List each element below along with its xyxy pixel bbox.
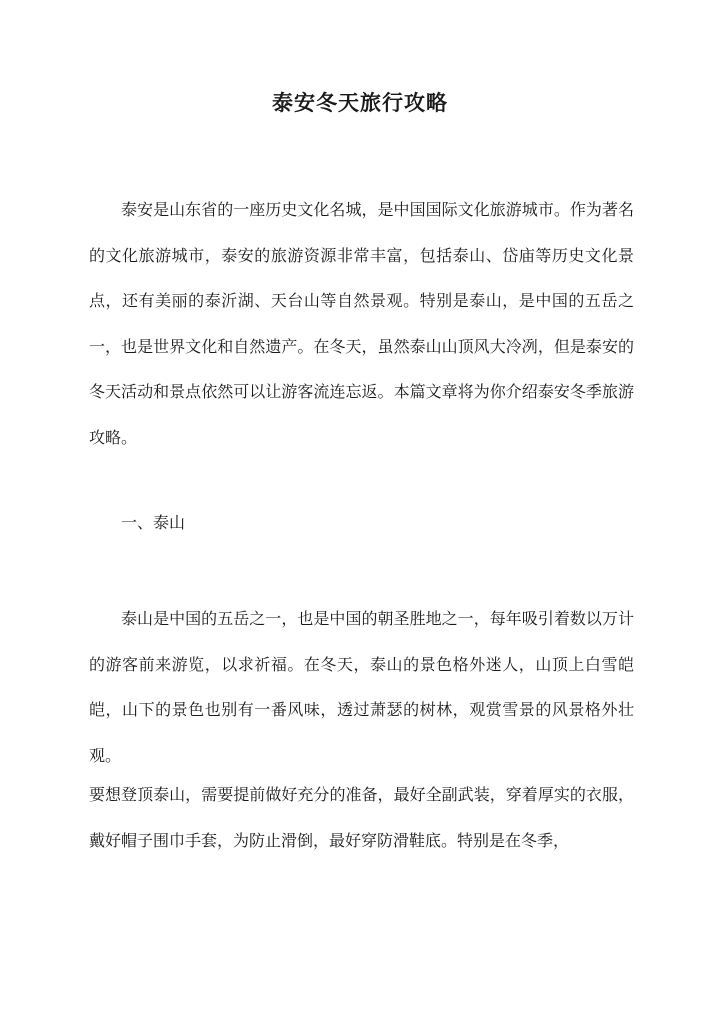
document-title: 泰安冬天旅行攻略	[272, 90, 448, 115]
climbing-paragraph: 要想登顶泰山，需要提前做好充分的准备，最好全副武装，穿着厚实的衣服，戴好帽子围巾手套，为防止滑倒，最好穿防滑鞋底。特别是在冬季，	[89, 785, 634, 850]
taishan-paragraph: 泰山是中国的五岳之一，也是中国的朝圣胜地之一，每年吸引着数以万计的游客前来游览，以求祈福。在冬天，泰山的景色格外迷人，山顶上白雪皑皑，山下的景色也别有一番风味，透过萧瑟的树林，观赏雪景的风景格外壮观。	[89, 609, 634, 765]
section-heading-taishan: 一、泰山	[121, 513, 186, 532]
intro-paragraph: 泰安是山东省的一座历史文化名城，是中国国际文化旅游城市。作为著名的文化旅游城市，泰安的旅游资源非常丰富，包括泰山、岱庙等历史文化景点，还有美丽的泰沂湖、天台山等自然景观。特别是泰山，是中国的五岳之一，也是世界文化和自然遗产。在冬天，虽然泰山山顶风大冷冽，但是泰安的冬天活动和景点依然可以让游客流连忘返。本篇文章将为你介绍泰安冬季旅游攻略。	[89, 200, 634, 447]
